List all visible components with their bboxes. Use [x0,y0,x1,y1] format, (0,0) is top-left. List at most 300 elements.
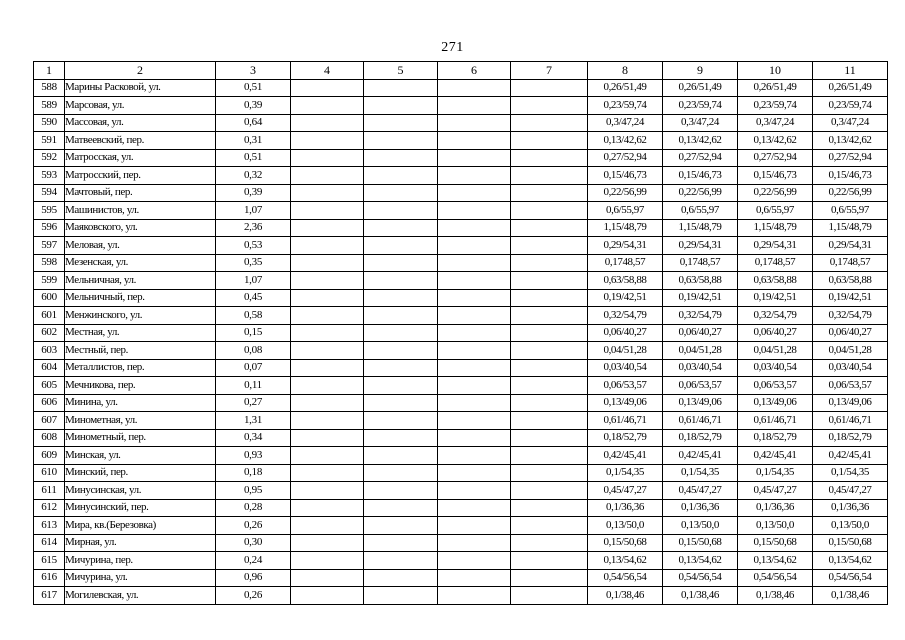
table-row [34,517,888,535]
value-col-11: 0,29/54,31 [813,237,888,255]
column-header: 3 [216,62,291,80]
value-col-8: 0,06/53,57 [588,377,663,395]
empty-cell [438,219,511,237]
empty-cell [511,517,588,535]
street-name: Мира, кв.(Березовка) [65,517,216,535]
street-name: Мельничная, ул. [65,272,216,290]
value-col-11: 0,13/50,0 [813,517,888,535]
value-col-9: 0,1/54,35 [663,464,738,482]
street-name: Менжинского, ул. [65,307,216,325]
empty-cell [438,447,511,465]
row-number: 617 [34,587,65,605]
empty-cell [511,447,588,465]
value-col-9: 0,13/50,0 [663,517,738,535]
street-length: 0,53 [216,237,291,255]
value-col-11: 0,18/52,79 [813,429,888,447]
value-col-10: 0,1/38,46 [738,587,813,605]
empty-cell [364,447,438,465]
street-length: 0,34 [216,429,291,447]
value-col-11: 0,42/45,41 [813,447,888,465]
value-col-10: 0,23/59,74 [738,97,813,115]
value-col-11: 0,1/38,46 [813,587,888,605]
table-row [34,254,888,272]
empty-cell [364,394,438,412]
column-header: 8 [588,62,663,80]
street-name: Минусинский, пер. [65,499,216,517]
value-col-10: 0,06/53,57 [738,377,813,395]
value-col-11: 0,26/51,49 [813,79,888,97]
value-col-10: 0,63/58,88 [738,272,813,290]
street-name: Мичурина, ул. [65,569,216,587]
value-col-9: 0,06/40,27 [663,324,738,342]
value-col-11: 0,03/40,54 [813,359,888,377]
empty-cell [511,534,588,552]
empty-cell [291,219,364,237]
row-number: 602 [34,324,65,342]
empty-cell [364,202,438,220]
value-col-11: 0,6/55,97 [813,202,888,220]
empty-cell [291,517,364,535]
value-col-10: 0,6/55,97 [738,202,813,220]
empty-cell [291,324,364,342]
empty-cell [291,447,364,465]
empty-cell [291,237,364,255]
table-row [34,499,888,517]
row-number: 610 [34,464,65,482]
empty-cell [438,132,511,150]
street-name: Матросская, ул. [65,149,216,167]
row-number: 589 [34,97,65,115]
empty-cell [364,132,438,150]
value-col-11: 1,15/48,79 [813,219,888,237]
street-name: Минина, ул. [65,394,216,412]
value-col-8: 0,54/56,54 [588,569,663,587]
row-number: 612 [34,499,65,517]
value-col-10: 0,18/52,79 [738,429,813,447]
empty-cell [438,499,511,517]
empty-cell [511,359,588,377]
table-row [34,412,888,430]
column-header: 2 [65,62,216,80]
value-col-10: 0,29/54,31 [738,237,813,255]
empty-cell [438,552,511,570]
empty-cell [511,114,588,132]
value-col-8: 0,04/51,28 [588,342,663,360]
value-col-8: 0,18/52,79 [588,429,663,447]
row-number: 599 [34,272,65,290]
empty-cell [291,499,364,517]
empty-cell [438,289,511,307]
empty-cell [438,184,511,202]
empty-cell [511,97,588,115]
street-length: 0,24 [216,552,291,570]
table-row [34,79,888,97]
empty-cell [291,359,364,377]
value-col-8: 0,1748,57 [588,254,663,272]
row-number: 594 [34,184,65,202]
value-col-11: 0,13/42,62 [813,132,888,150]
empty-cell [364,219,438,237]
row-number: 591 [34,132,65,150]
value-col-10: 0,27/52,94 [738,149,813,167]
column-header: 9 [663,62,738,80]
empty-cell [511,464,588,482]
street-length: 0,45 [216,289,291,307]
empty-cell [438,307,511,325]
street-name: Минусинская, ул. [65,482,216,500]
empty-cell [364,552,438,570]
table-row [34,97,888,115]
value-col-9: 0,13/54,62 [663,552,738,570]
value-col-8: 1,15/48,79 [588,219,663,237]
street-length: 0,26 [216,517,291,535]
street-name: Матросский, пер. [65,167,216,185]
table-row [34,569,888,587]
value-col-9: 0,15/46,73 [663,167,738,185]
empty-cell [291,202,364,220]
value-col-9: 0,03/40,54 [663,359,738,377]
empty-cell [438,394,511,412]
empty-cell [511,342,588,360]
value-col-11: 0,19/42,51 [813,289,888,307]
street-name: Маяковского, ул. [65,219,216,237]
table-row [34,394,888,412]
value-col-9: 0,13/49,06 [663,394,738,412]
empty-cell [364,412,438,430]
value-col-11: 0,1/36,36 [813,499,888,517]
street-length: 0,64 [216,114,291,132]
street-length: 0,08 [216,342,291,360]
street-length: 0,26 [216,587,291,605]
table-row [34,272,888,290]
table-row [34,429,888,447]
empty-cell [291,552,364,570]
street-length: 1,31 [216,412,291,430]
value-col-8: 0,06/40,27 [588,324,663,342]
empty-cell [438,464,511,482]
street-name: Марины Расковой, ул. [65,79,216,97]
empty-cell [291,534,364,552]
street-length: 0,96 [216,569,291,587]
empty-cell [291,132,364,150]
street-name: Мезенская, ул. [65,254,216,272]
table-row [34,552,888,570]
value-col-9: 0,19/42,51 [663,289,738,307]
row-number: 614 [34,534,65,552]
empty-cell [511,254,588,272]
value-col-9: 0,32/54,79 [663,307,738,325]
empty-cell [364,237,438,255]
table-row [34,447,888,465]
value-col-11: 0,13/49,06 [813,394,888,412]
value-col-10: 0,1748,57 [738,254,813,272]
column-header: 10 [738,62,813,80]
empty-cell [438,237,511,255]
empty-cell [438,79,511,97]
row-number: 606 [34,394,65,412]
street-length: 0,35 [216,254,291,272]
empty-cell [438,482,511,500]
empty-cell [291,97,364,115]
value-col-9: 0,18/52,79 [663,429,738,447]
empty-cell [364,254,438,272]
value-col-11: 0,54/56,54 [813,569,888,587]
table-row [34,132,888,150]
table-row [34,377,888,395]
row-number: 600 [34,289,65,307]
empty-cell [364,342,438,360]
street-name: Минский, пер. [65,464,216,482]
table-row [34,342,888,360]
empty-cell [291,114,364,132]
street-length: 0,32 [216,167,291,185]
empty-cell [438,412,511,430]
column-header: 5 [364,62,438,80]
value-col-9: 0,61/46,71 [663,412,738,430]
street-length: 0,15 [216,324,291,342]
street-name: Мичурина, пер. [65,552,216,570]
value-col-9: 0,45/47,27 [663,482,738,500]
value-col-10: 0,06/40,27 [738,324,813,342]
street-length: 0,39 [216,97,291,115]
street-length: 0,18 [216,464,291,482]
empty-cell [364,482,438,500]
value-col-10: 0,42/45,41 [738,447,813,465]
value-col-10: 0,1/54,35 [738,464,813,482]
value-col-9: 0,23/59,74 [663,97,738,115]
value-col-10: 0,04/51,28 [738,342,813,360]
empty-cell [364,429,438,447]
table-body [34,62,888,605]
empty-cell [291,254,364,272]
street-length: 0,58 [216,307,291,325]
table-row [34,237,888,255]
value-col-8: 0,19/42,51 [588,289,663,307]
table-row [34,167,888,185]
empty-cell [511,289,588,307]
value-col-11: 0,3/47,24 [813,114,888,132]
table-header-row [34,62,888,80]
empty-cell [291,377,364,395]
empty-cell [511,184,588,202]
street-length: 2,36 [216,219,291,237]
empty-cell [511,272,588,290]
value-col-10: 0,19/42,51 [738,289,813,307]
value-col-11: 0,1/54,35 [813,464,888,482]
empty-cell [364,569,438,587]
empty-cell [438,429,511,447]
value-col-10: 0,3/47,24 [738,114,813,132]
street-name: Меловая, ул. [65,237,216,255]
empty-cell [364,377,438,395]
row-number: 597 [34,237,65,255]
empty-cell [511,202,588,220]
value-col-8: 0,26/51,49 [588,79,663,97]
value-col-11: 0,15/46,73 [813,167,888,185]
empty-cell [511,167,588,185]
value-col-11: 0,13/54,62 [813,552,888,570]
value-col-10: 0,61/46,71 [738,412,813,430]
row-number: 595 [34,202,65,220]
value-col-8: 0,15/46,73 [588,167,663,185]
empty-cell [511,569,588,587]
row-number: 590 [34,114,65,132]
value-col-10: 0,13/54,62 [738,552,813,570]
table-row [34,184,888,202]
value-col-9: 0,22/56,99 [663,184,738,202]
street-length: 1,07 [216,202,291,220]
street-name: Матвеевский, пер. [65,132,216,150]
value-col-8: 0,13/42,62 [588,132,663,150]
table-row [34,359,888,377]
street-length: 0,93 [216,447,291,465]
street-name: Минометный, пер. [65,429,216,447]
empty-cell [291,482,364,500]
row-number: 604 [34,359,65,377]
empty-cell [438,254,511,272]
column-header: 6 [438,62,511,80]
empty-cell [438,534,511,552]
data-table [33,61,888,605]
street-length: 0,07 [216,359,291,377]
value-col-9: 0,1748,57 [663,254,738,272]
value-col-9: 0,3/47,24 [663,114,738,132]
value-col-8: 0,15/50,68 [588,534,663,552]
empty-cell [511,429,588,447]
value-col-9: 0,1/38,46 [663,587,738,605]
value-col-10: 0,13/42,62 [738,132,813,150]
empty-cell [364,167,438,185]
empty-cell [438,569,511,587]
table-row [34,202,888,220]
value-col-10: 1,15/48,79 [738,219,813,237]
empty-cell [438,149,511,167]
value-col-9: 0,06/53,57 [663,377,738,395]
empty-cell [364,149,438,167]
value-col-8: 0,13/50,0 [588,517,663,535]
value-col-8: 0,6/55,97 [588,202,663,220]
street-name: Минская, ул. [65,447,216,465]
empty-cell [291,394,364,412]
street-length: 0,31 [216,132,291,150]
value-col-11: 0,06/53,57 [813,377,888,395]
empty-cell [291,79,364,97]
value-col-10: 0,15/46,73 [738,167,813,185]
empty-cell [364,79,438,97]
table-row [34,114,888,132]
row-number: 596 [34,219,65,237]
column-header: 4 [291,62,364,80]
empty-cell [511,377,588,395]
value-col-8: 0,61/46,71 [588,412,663,430]
street-length: 0,39 [216,184,291,202]
street-length: 0,51 [216,149,291,167]
empty-cell [438,587,511,605]
value-col-11: 0,06/40,27 [813,324,888,342]
value-col-10: 0,32/54,79 [738,307,813,325]
empty-cell [364,272,438,290]
row-number: 609 [34,447,65,465]
row-number: 616 [34,569,65,587]
value-col-9: 0,29/54,31 [663,237,738,255]
value-col-9: 0,27/52,94 [663,149,738,167]
empty-cell [511,149,588,167]
street-name: Местный, пер. [65,342,216,360]
table-row [34,534,888,552]
empty-cell [291,429,364,447]
value-col-8: 0,23/59,74 [588,97,663,115]
street-name: Мельничный, пер. [65,289,216,307]
empty-cell [291,587,364,605]
value-col-10: 0,03/40,54 [738,359,813,377]
empty-cell [364,184,438,202]
row-number: 605 [34,377,65,395]
row-number: 611 [34,482,65,500]
table-row [34,307,888,325]
empty-cell [438,272,511,290]
empty-cell [364,517,438,535]
empty-cell [438,202,511,220]
table-row [34,464,888,482]
empty-cell [438,97,511,115]
empty-cell [291,569,364,587]
value-col-8: 0,13/49,06 [588,394,663,412]
empty-cell [511,552,588,570]
row-number: 592 [34,149,65,167]
row-number: 607 [34,412,65,430]
empty-cell [438,324,511,342]
street-name: Минометная, ул. [65,412,216,430]
street-name: Могилевская, ул. [65,587,216,605]
empty-cell [364,534,438,552]
street-name: Металлистов, пер. [65,359,216,377]
empty-cell [291,464,364,482]
empty-cell [364,359,438,377]
table-row [34,482,888,500]
value-col-10: 0,45/47,27 [738,482,813,500]
value-col-8: 0,29/54,31 [588,237,663,255]
row-number: 603 [34,342,65,360]
value-col-10: 0,22/56,99 [738,184,813,202]
empty-cell [364,324,438,342]
value-col-11: 0,22/56,99 [813,184,888,202]
empty-cell [291,412,364,430]
value-col-11: 0,04/51,28 [813,342,888,360]
table-row [34,289,888,307]
value-col-11: 0,61/46,71 [813,412,888,430]
street-name: Мирная, ул. [65,534,216,552]
empty-cell [511,324,588,342]
empty-cell [364,499,438,517]
value-col-8: 0,45/47,27 [588,482,663,500]
empty-cell [291,149,364,167]
value-col-9: 1,15/48,79 [663,219,738,237]
empty-cell [364,464,438,482]
value-col-9: 0,15/50,68 [663,534,738,552]
empty-cell [438,114,511,132]
value-col-10: 0,1/36,36 [738,499,813,517]
street-length: 0,11 [216,377,291,395]
value-col-9: 0,63/58,88 [663,272,738,290]
empty-cell [438,517,511,535]
empty-cell [511,237,588,255]
value-col-10: 0,15/50,68 [738,534,813,552]
empty-cell [364,307,438,325]
empty-cell [511,219,588,237]
value-col-9: 0,1/36,36 [663,499,738,517]
street-length: 0,51 [216,79,291,97]
value-col-8: 0,1/54,35 [588,464,663,482]
